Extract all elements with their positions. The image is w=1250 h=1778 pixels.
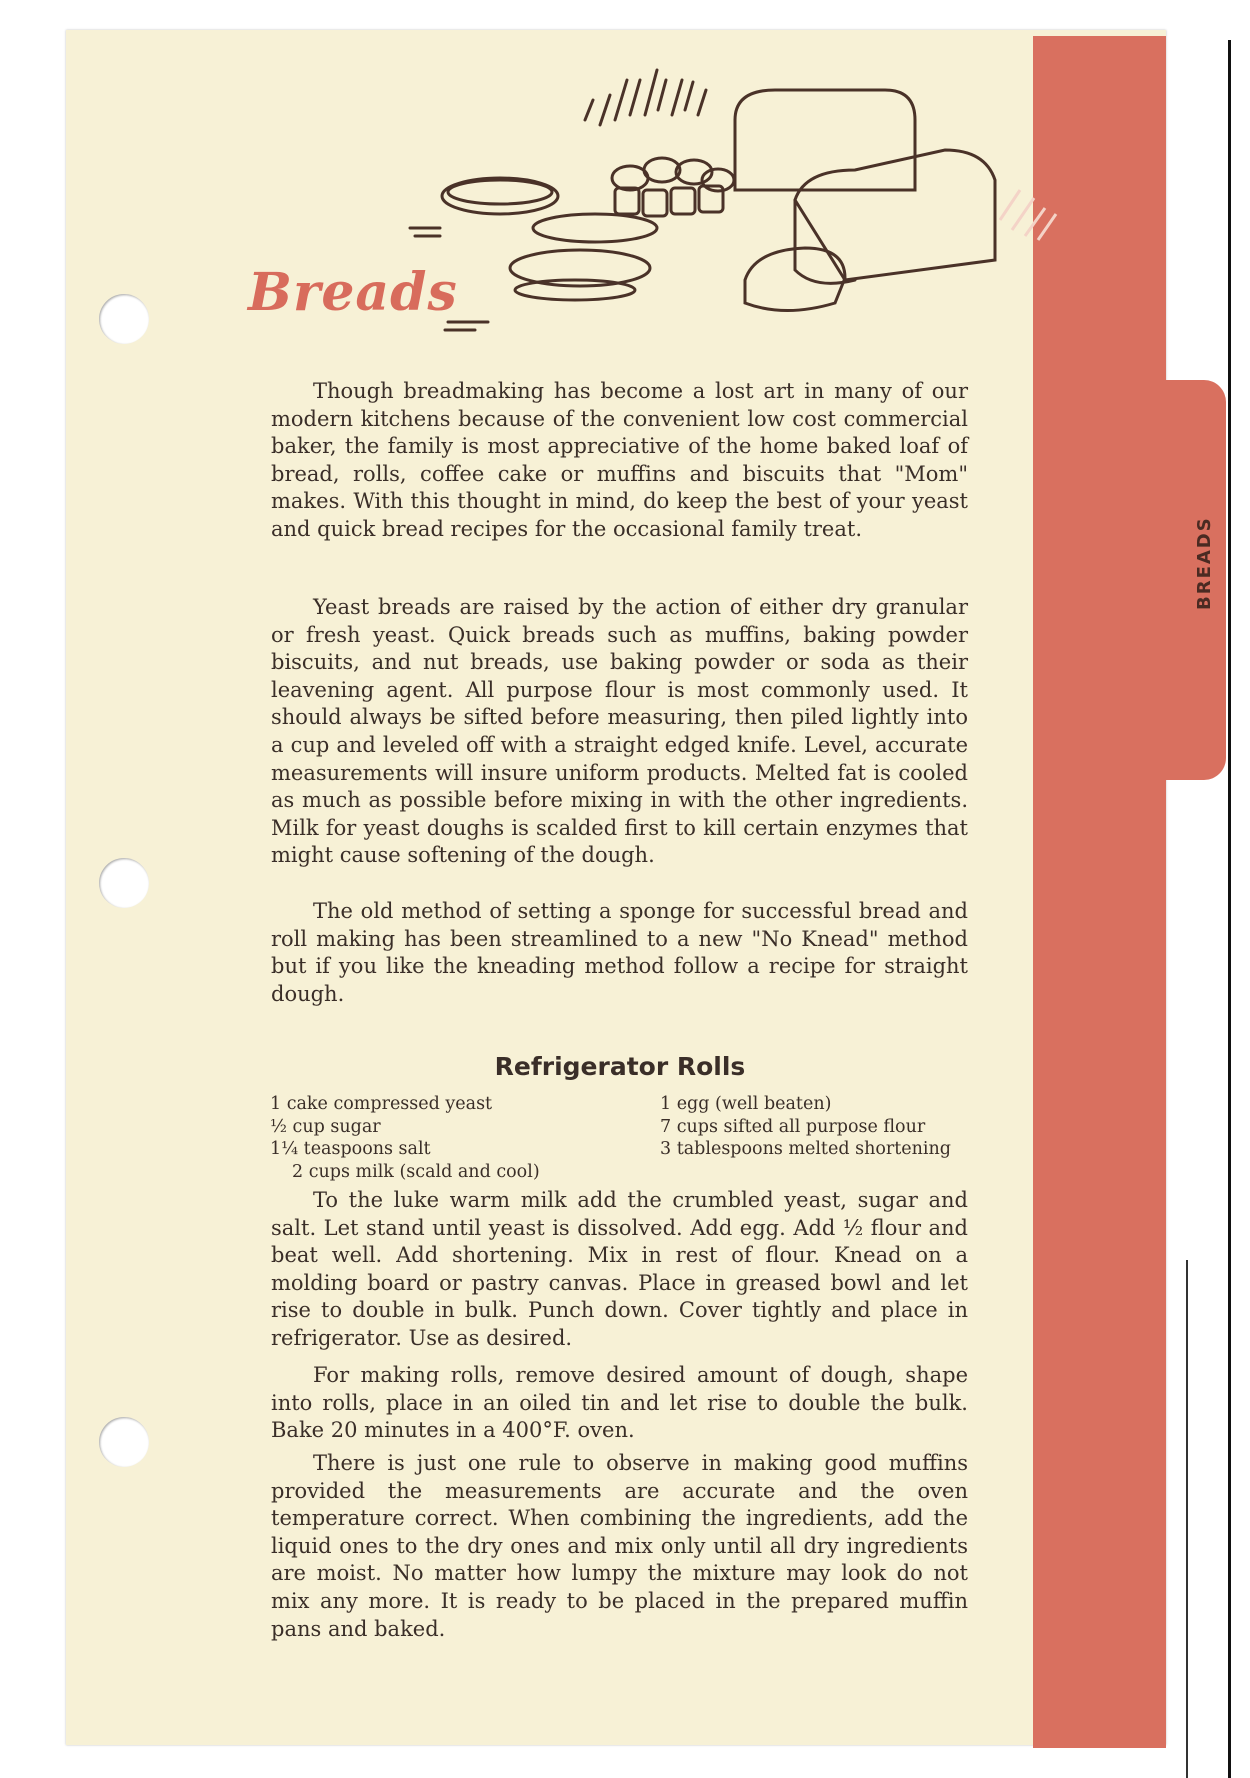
divider-edge-inner [1186, 1260, 1188, 1778]
intro-paragraph: Though breadmaking has become a lost art in many of our modern kitchens because of the convenient low cost commercial baker, the family is most appreciative of the home baked loaf of bread, rolls, coffee cake or muffins and biscuits that "Mom" makes. With this thought in mind, do keep the best of your yeast and quick bread recipes for the occasional family treat. [271, 379, 968, 541]
divider-edge [1228, 40, 1231, 1778]
tab-label: BREADS [1194, 516, 1215, 610]
recipe-step: For making rolls, remove desired amount of dough, shape into rolls, place in an oiled tin and let rise to double the bulk. Bake 20 minutes in a 400°F. oven. [271, 1363, 968, 1443]
ingredient-item: 3 tablespoons melted shortening [660, 1139, 951, 1159]
ingredient-item: 1 egg (well beaten) [660, 1094, 832, 1114]
binder-hole-icon [99, 294, 149, 344]
ingredient-item: ½ cup sugar [270, 1116, 381, 1137]
ingredient-item: 1 cake compressed yeast [270, 1094, 493, 1114]
ingredient-item: 7 cups sifted all purpose flour [660, 1116, 926, 1137]
bread-illustration-icon [400, 60, 1100, 340]
page-title: Breads [248, 262, 458, 323]
ingredient-item: 2 cups milk (scald and cool) [292, 1161, 540, 1182]
recipe-title: Refrigerator Rolls [494, 1052, 746, 1081]
ingredients-right [660, 1093, 951, 1161]
binder-hole-icon [99, 1417, 149, 1467]
closing-paragraph: There is just one rule to observe in making good muffins provided the measurements are accurate and the oven temperature correct. When combining the ingredients, add the liquid ones to the dry ones and mix only until all dry ingredients are moist. No matter how lumpy the mixture may look do not mix any more. It is ready to be placed in the prepared muffin pans and baked. [271, 1451, 968, 1641]
ingredient-item: 1¼ teaspoons salt [270, 1139, 431, 1159]
intro-paragraph: The old method of setting a sponge for successful bread and roll making has been streamlined to a new "No Knead" method but if you like the kneading method follow a recipe for straight dough. [271, 899, 968, 1006]
intro-paragraph: Yeast breads are raised by the action of either dry granular or fresh yeast. Quick breads such as muffins, baking powder biscuits, and nut breads, use baking powder or soda as their leavening agent. All purpose flour is most commonly used. It should always be sifted before measuring, then piled lightly into a cup and leveled off with a straight edged knife. Level, accurate measurements will insure uniform products. Melted fat is cooled as much as possible before mixing in with the other ingredients. Milk for yeast doughs is scalded first to kill certain enzymes that might cause softening of the dough. [271, 595, 968, 868]
ingredients-left [270, 1093, 540, 1183]
recipe-step: To the luke warm milk add the crumbled yeast, sugar and salt. Let stand until yeast is dissolved. Add egg. Add ½ flour and beat well. Add shortening. Mix in rest of flour. Knead on a molding board or pastry canvas. Place in greased bowl and let rise to double in bulk. Punch down. Cover tightly and place in refrigerator. Use as desired. [271, 1188, 968, 1350]
binder-hole-icon [99, 858, 149, 908]
